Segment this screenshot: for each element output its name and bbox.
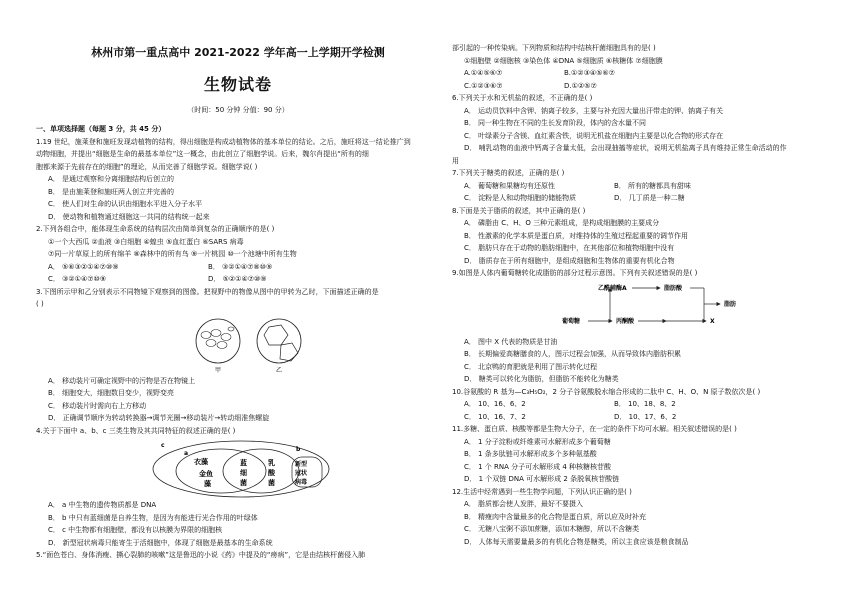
- q8-option-b: B． 性激素的化学本质是蛋白质，对维持体的生殖过程起重要的调节作用: [464, 231, 689, 240]
- q4-option-c: C． c 中生物都有细胞壁，都没有以核膜为界限的细胞核: [48, 526, 223, 534]
- label-a: a: [184, 450, 189, 457]
- q1-option-b: B． 是由施莱登和施旺两人创立并完善的: [48, 187, 175, 196]
- label-b: b: [296, 446, 301, 453]
- q5-option-c: C.①②③⑥⑦: [464, 81, 503, 90]
- organism-venn-diagram: [36, 437, 440, 499]
- q3-option-b: B． 细胞变大，细胞数目变少，视野变亮: [48, 389, 175, 397]
- exam-subtitle: 生物试卷: [203, 75, 272, 94]
- q1-stem-3: 胞都来源于先前存在的细胞”的理论，从而完善了细胞学说。细胞学说( ): [36, 162, 258, 171]
- q2-option-c: C． ③②①④⑦⑩⑨: [48, 275, 107, 283]
- exam-meta: （时间：50 分钟 分值：90 分）: [187, 106, 289, 114]
- q12-option-a: A． 脂质都会使人发胖，最好不要摄入: [464, 500, 584, 508]
- q10-option-d: D． 10、17、6、2: [614, 412, 677, 421]
- q7-option-c: C． 淀粉是人和动物细胞的储能物质: [464, 194, 577, 202]
- q9-stem: 9.如图是人体内葡萄糖转化成脂肪的部分过程示意图。下列有关叙述错误的是( ): [452, 269, 698, 277]
- node-acetyl-coa: 乙酰辅酶A: [598, 284, 627, 292]
- node-glucose: 葡萄糖: [562, 317, 581, 325]
- node-fat: 脂肪: [724, 300, 737, 308]
- q8-option-a: A． 磷脂由 C、H、O 三种元素组成，是构成细胞膜的主要成分: [464, 219, 660, 227]
- q7-option-a: A． 葡萄糖和果糖均有还原性: [464, 181, 556, 190]
- q3-option-d: D． 正确调节顺序为转动转换器→调节光圈→移动装片→转动细准焦螺旋: [48, 414, 270, 422]
- q1-stem-2: 动物细胞，并提出“细胞是生命的最基本单位”这一概念，由此创立了细胞学说。后来，魏尔肖提出“所有的细: [36, 150, 369, 158]
- right-column: [452, 42, 844, 548]
- q3-option-a: A． 移动装片可确定视野中的污物是否在物镜上: [48, 376, 196, 385]
- q8-stem: 8.下面是关于脂质的叙述，其中正确的是( ): [452, 206, 586, 215]
- q10-stem: 10.谷氨酸的 R 基为—C₃H₅O₂，2 分子谷氨酸脱水缩合形成的二肽中 C、H、O、N 原子数依次是( ): [452, 387, 761, 396]
- q2-option-a: A． ⑤⑥③②①④⑦⑩⑨: [48, 262, 119, 271]
- org-covid-2: 冠状: [295, 470, 308, 477]
- q2-stem: 2.下列各组合中，能体现生命系统的结构层次由简单到复杂的正确顺序的是( ): [36, 225, 275, 233]
- q2-option-d: D． ⑤②①④⑦⑩⑨: [208, 275, 267, 283]
- q11-option-c: C． 1 个 RNA 分子可水解形成 4 种核糖核苷酸: [464, 462, 612, 471]
- q6-option-a: A． 运动员饮料中含钾、钠离子较多，主要与补充因大量出汗带走的钾、钠离子有关: [464, 106, 724, 115]
- q5-option-b: B.①②③④⑤⑥⑦: [564, 69, 615, 77]
- q5-stem-1: 5.“面色苍白、身体消瘦、撕心裂肺的咳嗽”这是鲁迅的小说《药》中提及的“痨病”，它是由结核杆菌侵入肺: [36, 551, 366, 559]
- q2-items-1: ①一个大西瓜 ②血液 ③白细胞 ④蝗虫 ⑤血红蛋白 ⑥SARS 病毒: [48, 237, 244, 246]
- glucose-to-fat-pathway: [452, 280, 844, 336]
- label-yi: 乙: [275, 366, 283, 374]
- q12-option-b: B． 精瘦肉中含量最多的化合物是蛋白质，所以应及时补充: [464, 512, 647, 521]
- org-chlamydomonas: 衣藻: [194, 458, 208, 466]
- q2-option-b: B． ③②①④⑦⑧⑩⑨: [208, 262, 273, 271]
- q10-option-b: B． 10、18、8、2: [614, 400, 676, 408]
- q7-option-d: D． 几丁质是一种二糖: [614, 194, 685, 202]
- org-lactic-3: 菌: [268, 479, 275, 487]
- q6-option-d-2: 用: [452, 156, 459, 165]
- q8-option-c: C． 脂肪只存在于动物的脂肪细胞中，在其他部位和植物细胞中没有: [464, 244, 675, 252]
- q1-stem-1: 1.19 世纪，施莱登和施旺发现动植物的结构，得出细胞是构成动植物体的基本单位的结论。之后，施旺将这一结论推广到: [36, 137, 411, 146]
- q11-option-a: A． 1 分子淀粉或纤维素可水解形成多个葡萄糖: [464, 437, 611, 446]
- q12-stem: 12.生活中经常遇到一些生物学问题，下列认识正确的是( ): [452, 487, 632, 496]
- q11-stem: 11.多糖、蛋白质、核酸等都是生物大分子，在一定的条件下均可水解。相关叙述错误的是( ): [452, 425, 737, 433]
- q9-option-c: C． 北京鸭的育肥就是利用了图示转化过程: [464, 362, 598, 371]
- q4-option-b: B． b 中只有蓝细菌是自养生物，是因为有能进行光合作用的叶绿体: [48, 513, 258, 522]
- q9-option-d: D． 糖类可以转化为脂肪，但脂肪不能转化为糖类: [464, 375, 619, 383]
- q4-stem: 4.关于下面中 a、b、c 三类生物及其共同特征的叙述正确的是( ): [36, 426, 236, 435]
- q5-items: ①细胞壁 ②细胞核 ③染色体 ④DNA ⑤细胞质 ⑥核糖体 ⑦细胞膜: [464, 56, 663, 65]
- q4-option-d: D． 新型冠状病毒只能寄生于活细胞中，体现了细胞是最基本的生命系统: [48, 538, 273, 547]
- q9-option-a: A． 图中 X 代表的物质是甘油: [464, 337, 558, 346]
- q6-stem: 6.下列关于水和无机盐的叙述，不正确的是( ): [452, 94, 593, 102]
- node-x: X: [710, 317, 715, 325]
- org-goldfish-2: 藻: [204, 480, 211, 488]
- q7-stem: 7.下列关于糖类的叙述，正确的是( ): [452, 169, 565, 177]
- q12-option-d: D． 人体每天需要量最多的有机化合物是糖类，所以主食应该是粮食制品: [464, 537, 689, 546]
- q9-option-b: B． 长期偏爱高糖膳食的人，图示过程会加强，从而导致体内脂肪积累: [464, 350, 682, 358]
- q10-option-a: A． 10、16、6、2: [464, 400, 526, 408]
- node-fatty-acid: 脂肪酸: [664, 284, 683, 292]
- left-column: [36, 0, 440, 562]
- q3-option-c: C． 移动装片时需向右上方移动: [48, 401, 147, 410]
- q7-option-b: B． 所有的糖都具有甜味: [614, 181, 692, 190]
- q1-option-d: D． 使动物和植物通过细胞这一共同的结构统一起来: [48, 212, 210, 221]
- q3-microscope-figure: [36, 311, 440, 375]
- org-covid-1: 新型: [295, 461, 308, 468]
- q5-stem-2: 部引起的一种传染病。下列物质和结构中结核杆菌细胞具有的是( ): [452, 44, 656, 52]
- q1-option-a: A． 是通过观察和分离细胞结构后创立的: [48, 175, 175, 183]
- org-lactic-2: 酸: [268, 469, 275, 477]
- q12-option-c: C． 无糖八宝粥不添加蔗糖，添加木糖醇，所以不含糖类: [464, 525, 640, 533]
- q11-option-b: B． 1 条多肽链可水解形成多个多种氨基酸: [464, 450, 597, 458]
- q5-option-a: A.①④⑤⑥⑦: [464, 69, 503, 77]
- exam-title: 林州市第一重点高中 2021-2022 学年高一上学期开学检测: [91, 46, 385, 59]
- node-pyruvate: 丙酮酸: [616, 317, 635, 325]
- q10-option-c: C． 10、16、7、2: [464, 412, 526, 421]
- org-lactic-1: 乳: [268, 459, 275, 467]
- q6-option-d-1: D． 哺乳动物的血液中钙离子含量太低，会出现抽搐等症状，说明无机盐离子具有维持正常生命活动的作: [464, 144, 787, 152]
- q6-option-c: C． 叶绿素分子含镁、血红素含铁，说明无机盐在细胞内主要是以化合物的形式存在: [464, 131, 724, 140]
- q11-option-d: D． 1 个双链 DNA 可水解形成 2 条脱氧核苷酸链: [464, 475, 620, 483]
- q3-stem-2: ( ): [36, 300, 44, 308]
- org-covid-3: 病毒: [295, 479, 308, 486]
- org-cyano-3: 菌: [240, 479, 247, 487]
- q6-option-b: B． 同一种生物在不同的生长发育阶段，体内的含水量不同: [464, 119, 647, 127]
- microscope-views-image: [36, 311, 440, 375]
- q3-stem-1: 3.下图所示甲和乙分别表示不同物镜下观察到的图像。把视野中的物像从图中的甲转为乙时，下面描述正确的是: [36, 287, 379, 296]
- org-cyano-2: 细: [240, 469, 247, 477]
- q4-venn-figure: [36, 437, 440, 499]
- section-heading: 一、单项选择题（每题 3 分，共 45 分）: [36, 125, 166, 133]
- q2-items-2: ⑦同一片草原上的所有绵羊 ⑧森林中的所有鸟 ⑨一片桃园 ⑩一个池塘中所有生物: [48, 250, 297, 258]
- org-cyano-1: 蓝: [240, 459, 247, 467]
- q4-option-a: A． a 中生物的遗传物质都是 DNA: [48, 501, 157, 509]
- q9-pathway-figure: [452, 280, 844, 336]
- q8-option-d: D． 脂质存在于所有细胞中，是组成细胞和生物体的重要有机化合物: [464, 256, 675, 265]
- label-c: c: [161, 442, 165, 449]
- q5-option-d: D.①②⑤⑦: [564, 81, 597, 90]
- org-goldfish-1: 金鱼: [199, 470, 213, 478]
- label-jia: 甲: [214, 366, 222, 374]
- q1-option-c: C． 使人们对生命的认识由细胞水平进入分子水平: [48, 200, 203, 208]
